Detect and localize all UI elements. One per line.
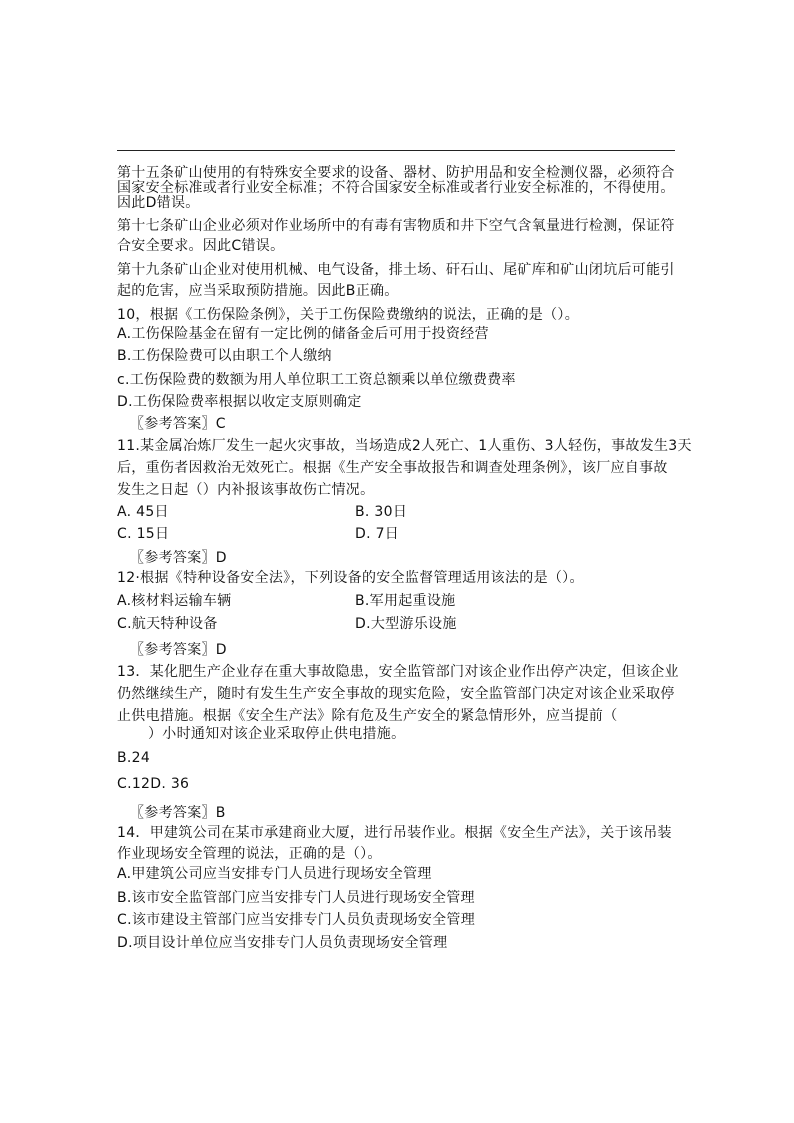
question-12-option-a: A.核材料运输车辆 (117, 593, 232, 609)
question-14-stem: 14．甲建筑公司在某市承建商业大厦，进行吊装作业。根据《安全生产法》，关于该吊装 (117, 825, 672, 841)
question-12-option-d: D.大型游乐设施 (355, 616, 457, 632)
question-12-option-c: C.航天特种设备 (117, 616, 218, 632)
question-10-option-b: B.工伤保险费可以由职工个人缴纳 (117, 348, 332, 364)
question-14-option-a: A.甲建筑公司应当安排专门人员进行现场安全管理 (117, 866, 432, 882)
question-11-stem: 后，重伤者因救治无效死亡。根据《生产安全事故报告和调查处理条例》，该厂应自事故 (117, 460, 668, 476)
explanation-line: 合安全要求。因此C错误。 (117, 238, 285, 254)
question-13-stem: ）小时通知对该企业采取停止供电措施。 (148, 726, 406, 742)
question-11-option-c: C. 15日 (117, 526, 170, 542)
explanation-line: 国家安全标准或者行业安全标准；不符合国家安全标准或者行业安全标准的，不得使用。 (117, 180, 675, 196)
question-10-option-c: c.工伤保险费的数额为用人单位职工工资总额乘以单位缴费费率 (117, 372, 516, 388)
question-11-option-b: B. 30日 (355, 504, 408, 520)
question-13-answer: 〖参考答案〗B (130, 805, 226, 821)
explanation-line: 第十五条矿山使用的有特殊安全要求的设备、器材、防护用品和安全检测仪器，必须符合 (117, 165, 675, 181)
question-11-stem: 发生之日起（）内补报该事故伤亡情况。 (117, 482, 375, 498)
question-12-option-b: B.军用起重设施 (355, 593, 456, 609)
question-13-stem: 仍然继续生产，随时有发生生产安全事故的现实危险，安全监管部门决定对该企业采取停 (117, 686, 675, 702)
question-12-answer: 〖参考答案〗D (130, 642, 227, 658)
question-14-stem: 作业现场安全管理的说法，正确的是（）。 (117, 846, 382, 862)
question-11-option-a: A. 45日 (117, 504, 169, 520)
explanation-line: 第十七条矿山企业必须对作业场所中的有毒有害物质和井下空气含氧量进行检测，保证符 (117, 218, 675, 234)
question-10-option-a: A.工伤保险基金在留有一定比例的储备金后可用于投资经营 (117, 326, 489, 342)
question-14-option-c: C.该市建设主管部门应当安排专门人员负责现场安全管理 (117, 912, 476, 928)
explanation-line: 起的危害，应当采取预防措施。因此B正确。 (117, 283, 399, 299)
question-13-stem: 止供电措施。根据《安全生产法》除有危及生产安全的紧急情形外，应当提前（ (117, 708, 618, 724)
explanation-line: 因此D错误。 (117, 195, 200, 211)
question-14-option-d: D.项目设计单位应当安排专门人员负责现场安全管理 (117, 935, 448, 951)
question-10-option-d: D.工伤保险费率根据以收定支原则确定 (117, 394, 362, 410)
question-13-stem: 13．某化肥生产企业存在重大事故隐患，安全监管部门对该企业作出停产决定，但该企业 (117, 664, 679, 680)
header-rule (117, 150, 675, 151)
explanation-line: 第十九条矿山企业对使用机械、电气设备，排土场、矸石山、尾矿库和矿山闭坑后可能引 (117, 262, 675, 278)
question-11-stem: 11.某金属冶炼厂发生一起火灾事故，当场造成2人死亡、1人重伤、3人轻伤，事故发生3天 (117, 438, 692, 454)
question-14-option-b: B.该市安全监管部门应当安排专门人员进行现场安全管理 (117, 890, 475, 906)
question-13-option-c-d: C.12D. 36 (117, 776, 190, 792)
question-13-option-b: B.24 (117, 750, 151, 766)
question-10-stem: 10，根据《工伤保险条例》，关于工伤保险费缴纳的说法，正确的是（）。 (117, 307, 580, 323)
question-11-answer: 〖参考答案〗D (130, 550, 227, 566)
question-11-option-d: D. 7日 (355, 526, 400, 542)
question-12-stem: 12·根据《特种设备安全法》，下列设备的安全监督管理适用该法的是（）。 (117, 570, 584, 586)
question-10-answer: 〖参考答案〗C (130, 416, 226, 432)
